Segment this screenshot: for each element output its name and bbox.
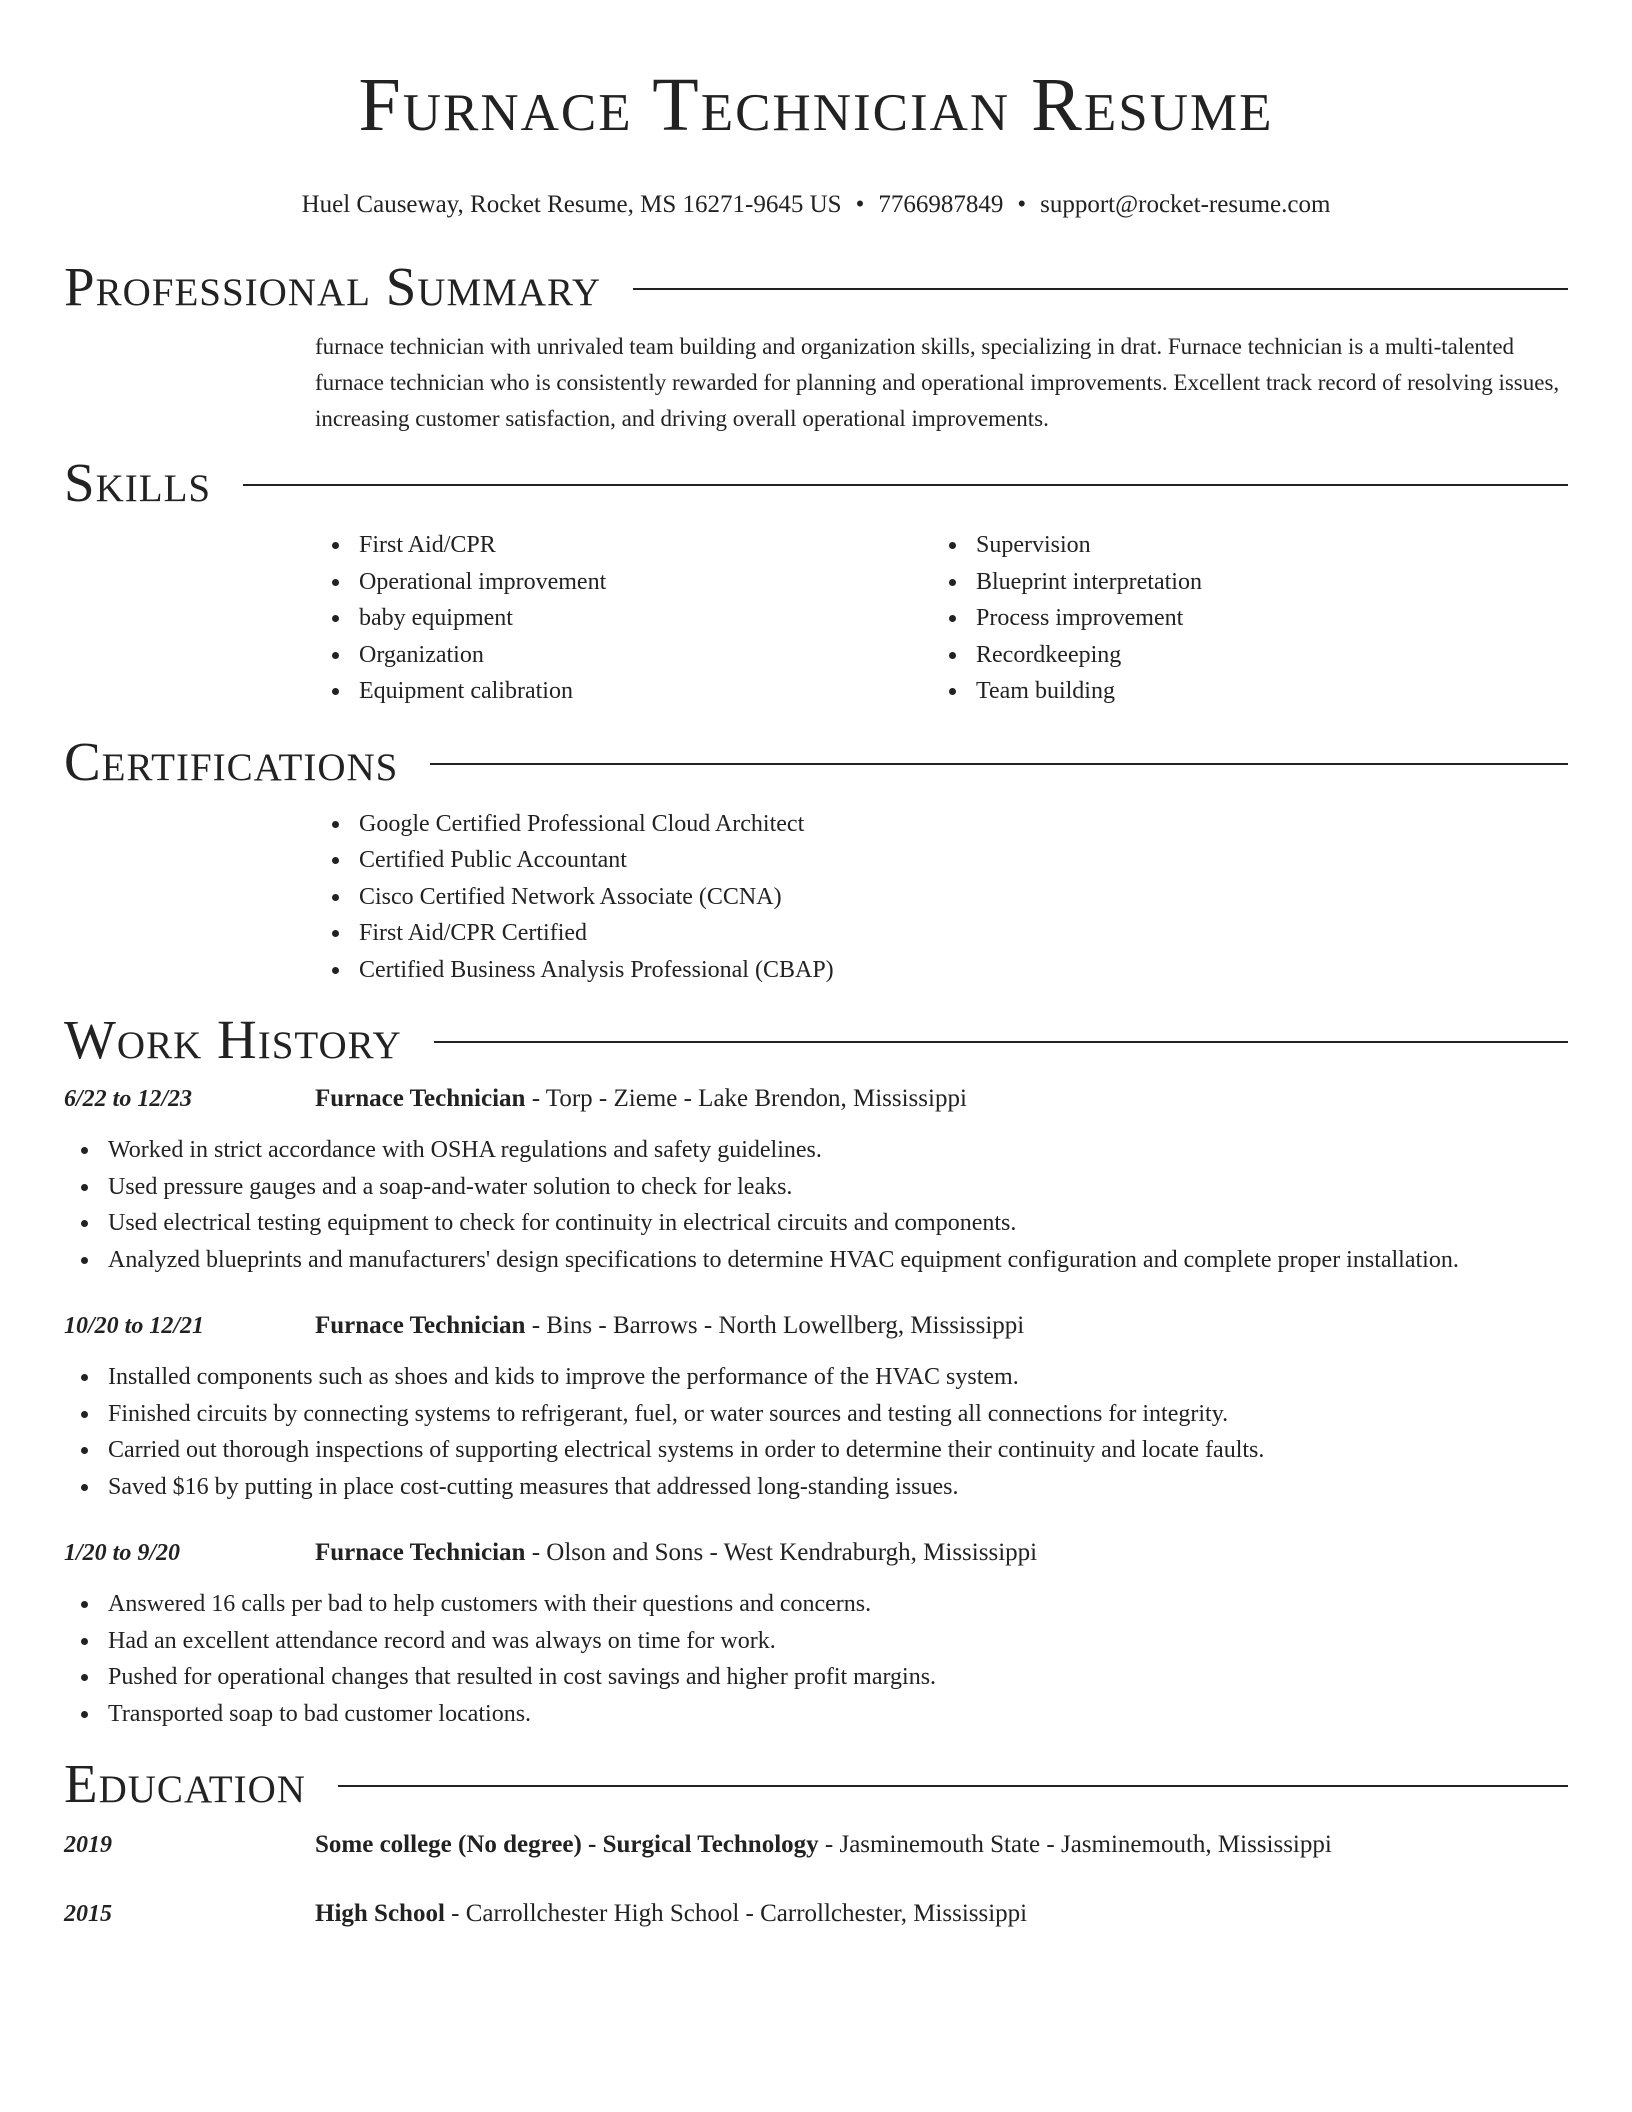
contact-phone: 7766987849 [878, 191, 1004, 218]
skills-list-right [932, 527, 1549, 710]
certification-item: Certified Public Accountant [315, 842, 1568, 879]
job-bullet: Had an excellent attendance record and was always on time for work. [64, 1623, 1568, 1660]
job-bullets [64, 1586, 1568, 1732]
education-header [64, 1754, 1568, 1814]
education-degree: Some college (No degree) - Surgical Technology [315, 1831, 819, 1858]
job-bullet: Used pressure gauges and a soap-and-water solution to check for leaks. [64, 1169, 1568, 1206]
contact-address: Huel Causeway, Rocket Resume, MS 16271-9645 US [301, 191, 842, 218]
education-entry [64, 1897, 1568, 1931]
job-bullet: Carried out thorough inspections of supporting electrical systems in order to determine their continuity and locate faults. [64, 1432, 1568, 1469]
job-title: Furnace Technician [315, 1312, 526, 1339]
contact-separator: • [1017, 191, 1027, 218]
education-heading [315, 1897, 1027, 1931]
job-bullets [64, 1359, 1568, 1505]
contact-separator: • [855, 191, 865, 218]
job-bullet: Analyzed blueprints and manufacturers' design specifications to determine HVAC equipment configuration and complete proper installation. [64, 1242, 1568, 1279]
certifications-list [315, 806, 1568, 989]
section-title: Professional Summary [64, 256, 602, 317]
job-title: Furnace Technician [315, 1085, 526, 1112]
section-title: Work History [64, 1009, 402, 1070]
section-divider [243, 484, 1568, 486]
education-year: 2019 [64, 1832, 112, 1858]
skills-header [64, 453, 1568, 513]
work-history-header [64, 1010, 1568, 1070]
job-details: - Olson and Sons - West Kendraburgh, Mississippi [525, 1539, 1038, 1566]
skill-item: Team building [932, 673, 1549, 710]
certifications-section [64, 732, 1568, 989]
contact-email: support@rocket-resume.com [1040, 191, 1331, 218]
summary-section [64, 257, 1568, 437]
skill-item: baby equipment [315, 600, 932, 637]
job-title: Furnace Technician [315, 1539, 526, 1566]
summary-text: furnace technician with unrivaled team building and organization skills, specializing in drat. Furnace technician is a multi-talented furnace technician who is consistently rewarded for planning and operational improvements. Excellent track record of resolving issues, increasing customer satisfaction, and driving overall operational improvements. [315, 334, 1560, 431]
work-history-section [64, 1010, 1568, 1732]
job-dates: 6/22 to 12/23 [64, 1086, 193, 1112]
job-bullet: Answered 16 calls per bad to help customers with their questions and concerns. [64, 1586, 1568, 1623]
section-divider [434, 1041, 1568, 1043]
skill-item: Recordkeeping [932, 637, 1549, 674]
certification-item: Certified Business Analysis Professional (CBAP) [315, 952, 1568, 989]
job-heading [315, 1536, 1037, 1570]
section-title: Education [64, 1753, 306, 1814]
job-bullet: Worked in strict accordance with OSHA regulations and safety guidelines. [64, 1132, 1568, 1169]
skill-item: Equipment calibration [315, 673, 932, 710]
skill-item: First Aid/CPR [315, 527, 932, 564]
certification-item: Cisco Certified Network Associate (CCNA) [315, 879, 1568, 916]
summary-header [64, 257, 1568, 317]
contact-line [0, 190, 1632, 220]
job-details: - Bins - Barrows - North Lowellberg, Mississippi [525, 1312, 1025, 1339]
section-divider [338, 1785, 1568, 1787]
education-entry [64, 1828, 1568, 1862]
job-dates: 10/20 to 12/21 [64, 1313, 205, 1339]
certification-item: Google Certified Professional Cloud Architect [315, 806, 1568, 843]
certifications-header [64, 732, 1568, 792]
certification-item: First Aid/CPR Certified [315, 915, 1568, 952]
job-details: - Torp - Zieme - Lake Brendon, Mississippi [525, 1085, 967, 1112]
job-bullet: Pushed for operational changes that resulted in cost savings and higher profit margins. [64, 1659, 1568, 1696]
job-entry [64, 1309, 1568, 1505]
education-section [64, 1754, 1568, 1931]
skill-item: Process improvement [932, 600, 1549, 637]
education-year: 2015 [64, 1901, 112, 1927]
job-heading [315, 1309, 1024, 1343]
skill-item: Blueprint interpretation [932, 564, 1549, 601]
job-entry [64, 1082, 1568, 1278]
education-details: - Carrollchester High School - Carrollchester, Mississippi [444, 1900, 1028, 1927]
skills-list-left [315, 527, 932, 710]
education-heading [315, 1828, 1332, 1862]
job-bullet: Finished circuits by connecting systems to refrigerant, fuel, or water sources and testing all connections for integrity. [64, 1396, 1568, 1433]
skill-item: Operational improvement [315, 564, 932, 601]
education-degree: High School [315, 1900, 445, 1927]
job-bullet: Installed components such as shoes and kids to improve the performance of the HVAC system. [64, 1359, 1568, 1396]
job-entry [64, 1536, 1568, 1732]
section-title: Certifications [64, 730, 399, 792]
skill-item: Supervision [932, 527, 1549, 564]
section-divider [633, 288, 1568, 290]
skill-item: Organization [315, 637, 932, 674]
job-dates: 1/20 to 9/20 [64, 1540, 181, 1566]
skills-grid [315, 527, 1568, 710]
page-title: Furnace Technician Resume [358, 63, 1274, 147]
section-title: Skills [64, 452, 212, 513]
job-bullet: Saved $16 by putting in place cost-cutting measures that addressed long-standing issues. [64, 1469, 1568, 1506]
job-bullets [64, 1132, 1568, 1278]
job-bullet: Used electrical testing equipment to check for continuity in electrical circuits and components. [64, 1205, 1568, 1242]
education-details: - Jasminemouth State - Jasminemouth, Mississippi [818, 1831, 1332, 1858]
skills-section [64, 453, 1568, 710]
section-divider [430, 763, 1568, 765]
job-bullet: Transported soap to bad customer locations. [64, 1696, 1568, 1733]
job-heading [315, 1082, 967, 1116]
